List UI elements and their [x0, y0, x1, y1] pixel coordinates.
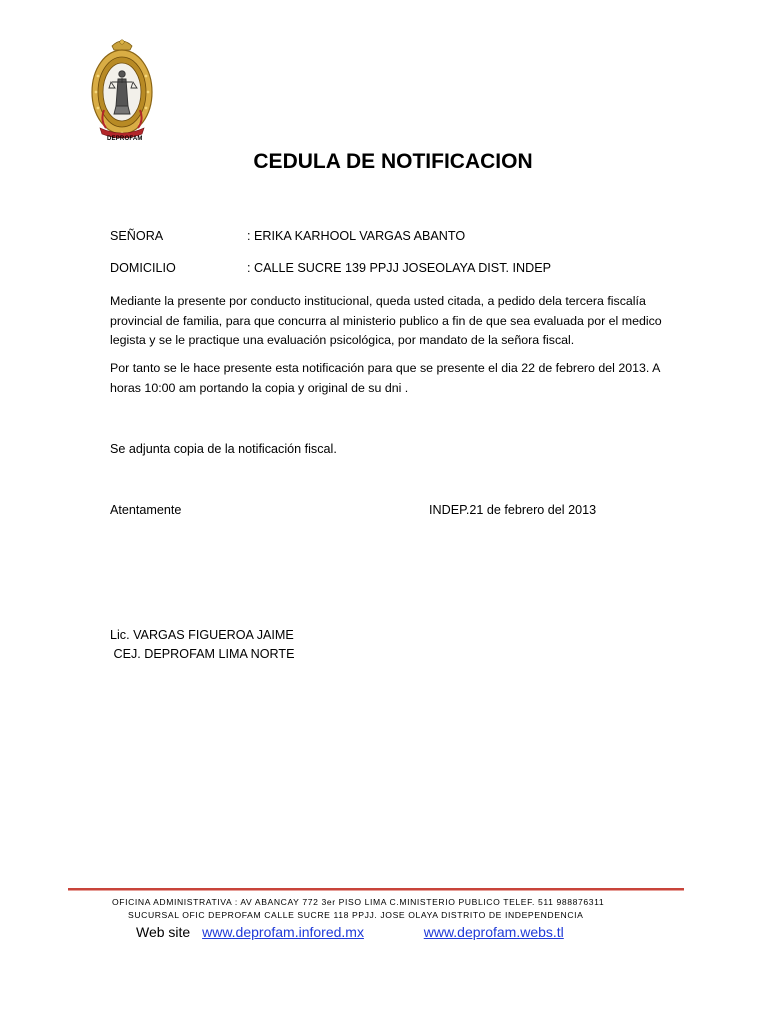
signatory-name: Lic. VARGAS FIGUEROA JAIME	[110, 628, 294, 642]
footer-websites	[136, 924, 564, 940]
paragraph1-line3: legista y se le practique una evaluación psicológica, por mandato de la señora fiscal.	[110, 333, 575, 347]
footer-branch-address: SUCURSAL OFIC DEPROFAM CALLE SUCRE 118 PPJJ. JOSE OLAYA DISTRITO DE INDEPENDENCIA	[128, 910, 584, 920]
recipient-name: : ERIKA KARHOOL VARGAS ABANTO	[247, 229, 466, 243]
footer-divider	[68, 888, 684, 890]
footer-office-address: OFICINA ADMINISTRATIVA : AV ABANCAY 772 3er PISO LIMA C.MINISTERIO PUBLICO TELEF. 511 988876311	[112, 897, 605, 907]
website-label: Web site	[136, 924, 191, 940]
place-date: INDEP.21 de febrero del 2013	[429, 503, 597, 517]
address-label: DOMICILIO	[110, 261, 176, 275]
attachment-note: Se adjunta copia de la notificación fiscal.	[110, 442, 337, 456]
logo-caption: DEPROFAM	[107, 136, 143, 142]
deprofam-seal-logo	[90, 36, 154, 146]
website-link-webs[interactable]: www.deprofam.webs.tl	[423, 924, 564, 940]
body-paragraph-1	[110, 292, 710, 351]
address-value: : CALLE SUCRE 139 PPJJ JOSEOLAYA DIST. INDEP	[247, 261, 551, 275]
recipient-label: SEÑORA	[110, 229, 164, 243]
closing-salutation: Atentamente	[110, 503, 182, 517]
paragraph1-line1: Mediante la presente por conducto institucional, queda usted citada, a pedido dela tercera fiscalía	[110, 294, 646, 308]
paragraph2-line1: Por tanto se le hace presente esta notificación para que se presente el dia 22 de febrero del 2013. A	[110, 361, 661, 375]
website-link-infored[interactable]: www.deprofam.infored.mx	[202, 924, 364, 940]
body-paragraph-2	[110, 359, 710, 398]
signatory-position: CEJ. DEPROFAM LIMA NORTE	[110, 647, 295, 661]
document-title: CEDULA DE NOTIFICACION	[253, 150, 533, 173]
paragraph2-line2: horas 10:00 am portando la copia y original de su dni .	[110, 380, 409, 395]
paragraph1-line2: provincial de familia, para que concurra al ministerio publico a fin de que sea evaluada por el medico	[110, 313, 662, 328]
